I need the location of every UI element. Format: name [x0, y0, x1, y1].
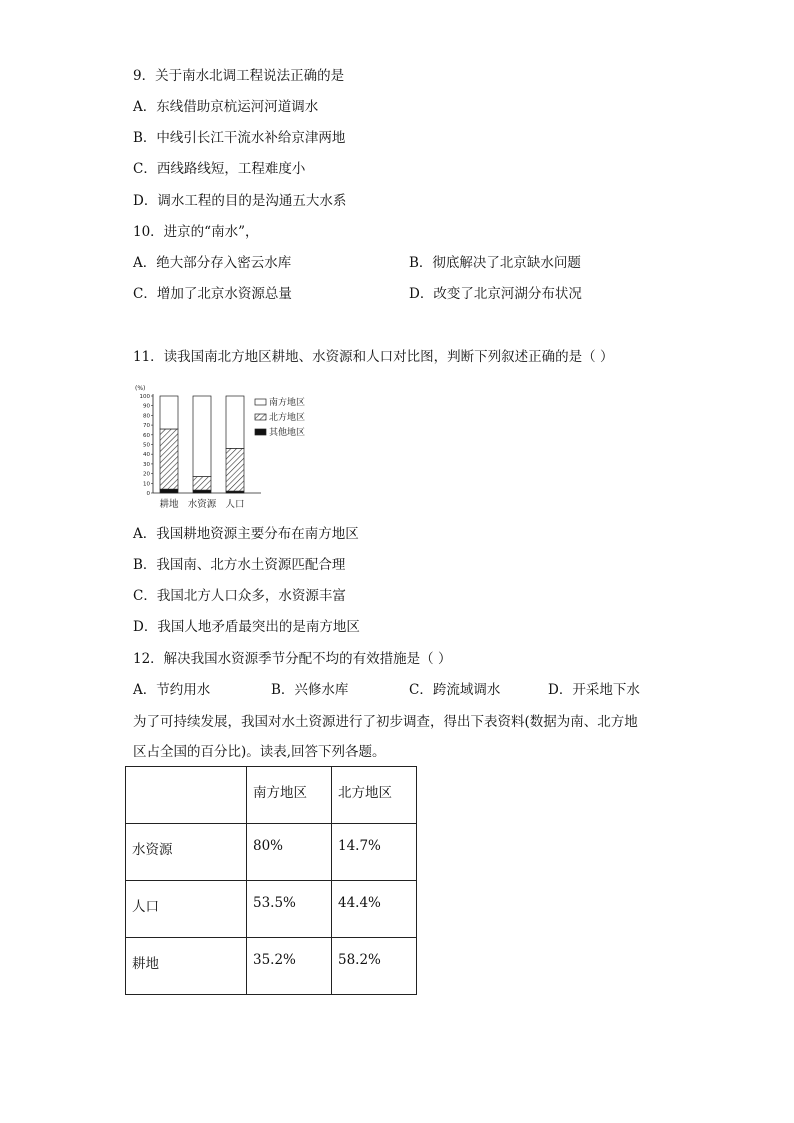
table-cell: 80% [247, 824, 332, 881]
q12-option-d: D．开采地下水 [548, 682, 640, 698]
q11-option-d: D．我国人地矛盾最突出的是南方地区 [133, 619, 360, 635]
table-header-row [126, 767, 417, 824]
table-row [126, 824, 417, 881]
q11-option-c: C．我国北方人口众多，水资源丰富 [133, 588, 346, 604]
q11-option-a: A．我国耕地资源主要分布在南方地区 [133, 526, 359, 542]
q11-option-b: B．我国南、北方水土资源匹配合理 [133, 557, 346, 573]
legend-swatch [255, 429, 266, 435]
bar-segment [160, 429, 178, 489]
legend-swatch [255, 399, 266, 405]
stacked-bar-chart [133, 382, 333, 512]
q10-stem: 10．进京的“南水”， [133, 224, 259, 240]
table-row [126, 881, 417, 938]
y-tick-label: 50 [143, 442, 150, 449]
bar-segment [193, 396, 211, 477]
legend-label: 北方地区 [269, 413, 306, 423]
table-cell: 35.2% [247, 938, 332, 995]
x-tick-label: 人口 [225, 499, 245, 510]
q9-option-b: B．中线引长江干流水补给京津两地 [133, 130, 346, 146]
q12-stem: 12．解决我国水资源季节分配不均的有效措施是（ ） [133, 651, 452, 667]
y-tick-label: 90 [143, 403, 150, 410]
table-cell: 人口 [126, 881, 247, 938]
table-cell: 58.2% [332, 938, 417, 995]
bar-segment [160, 396, 178, 429]
bar-segment [226, 396, 244, 448]
table-cell: 44.4% [332, 881, 417, 938]
y-tick-label: 20 [143, 471, 150, 478]
y-tick-label: 40 [143, 452, 150, 459]
q9-option-d: D．调水工程的目的是沟通五大水系 [133, 193, 347, 209]
y-tick-label: 10 [143, 481, 150, 488]
table-header-cell: 南方地区 [247, 767, 332, 824]
table-cell: 14.7% [332, 824, 417, 881]
intro-line-1: 为了可持续发展，我国对水土资源进行了初步调查，得出下表资料(数据为南、北方地 [133, 714, 638, 730]
y-tick-label: 80 [143, 413, 150, 420]
legend-label: 南方地区 [269, 398, 306, 408]
bar-segment [193, 477, 211, 491]
q12-option-b: B．兴修水库 [271, 682, 349, 698]
y-axis-label: (%) [135, 385, 146, 392]
y-tick-label: 60 [143, 432, 150, 439]
q9-option-c: C．西线路线短，工程难度小 [133, 161, 306, 177]
intro-line-2: 区占全国的百分比)。读表,回答下列各题。 [133, 744, 386, 760]
x-tick-label: 水资源 [187, 499, 217, 510]
bar-segment [160, 489, 178, 493]
y-tick-label: 30 [143, 461, 150, 468]
y-tick-label: 0 [146, 491, 150, 497]
q9-option-a: A．东线借助京杭运河河道调水 [133, 99, 319, 115]
bar-segment [193, 490, 211, 493]
legend-label: 其他地区 [269, 428, 306, 438]
q10-option-c: C．增加了北京水资源总量 [133, 286, 292, 302]
q9-stem: 9．关于南水北调工程说法正确的是 [133, 68, 345, 84]
table-row [126, 938, 417, 995]
y-tick-label: 100 [139, 394, 150, 400]
resource-table [125, 766, 417, 995]
table-header-cell: 北方地区 [332, 767, 417, 824]
q10-option-d: D．改变了北京河湖分布状况 [409, 286, 582, 302]
table-cell: 53.5% [247, 881, 332, 938]
table-header-cell [126, 767, 247, 824]
q11-stem: 11．读我国南北方地区耕地、水资源和人口对比图，判断下列叙述正确的是（ ） [133, 349, 614, 365]
q10-option-b: B．彻底解决了北京缺水问题 [409, 255, 581, 271]
table-cell: 耕地 [126, 938, 247, 995]
legend-swatch [255, 414, 266, 420]
table-cell: 水资源 [126, 824, 247, 881]
x-tick-label: 耕地 [159, 499, 179, 510]
y-tick-label: 70 [143, 423, 150, 430]
q10-option-a: A．绝大部分存入密云水库 [133, 255, 292, 271]
q12-option-a: A．节约用水 [133, 682, 211, 698]
bar-segment [226, 448, 244, 491]
q12-option-c: C．跨流域调水 [409, 682, 501, 698]
